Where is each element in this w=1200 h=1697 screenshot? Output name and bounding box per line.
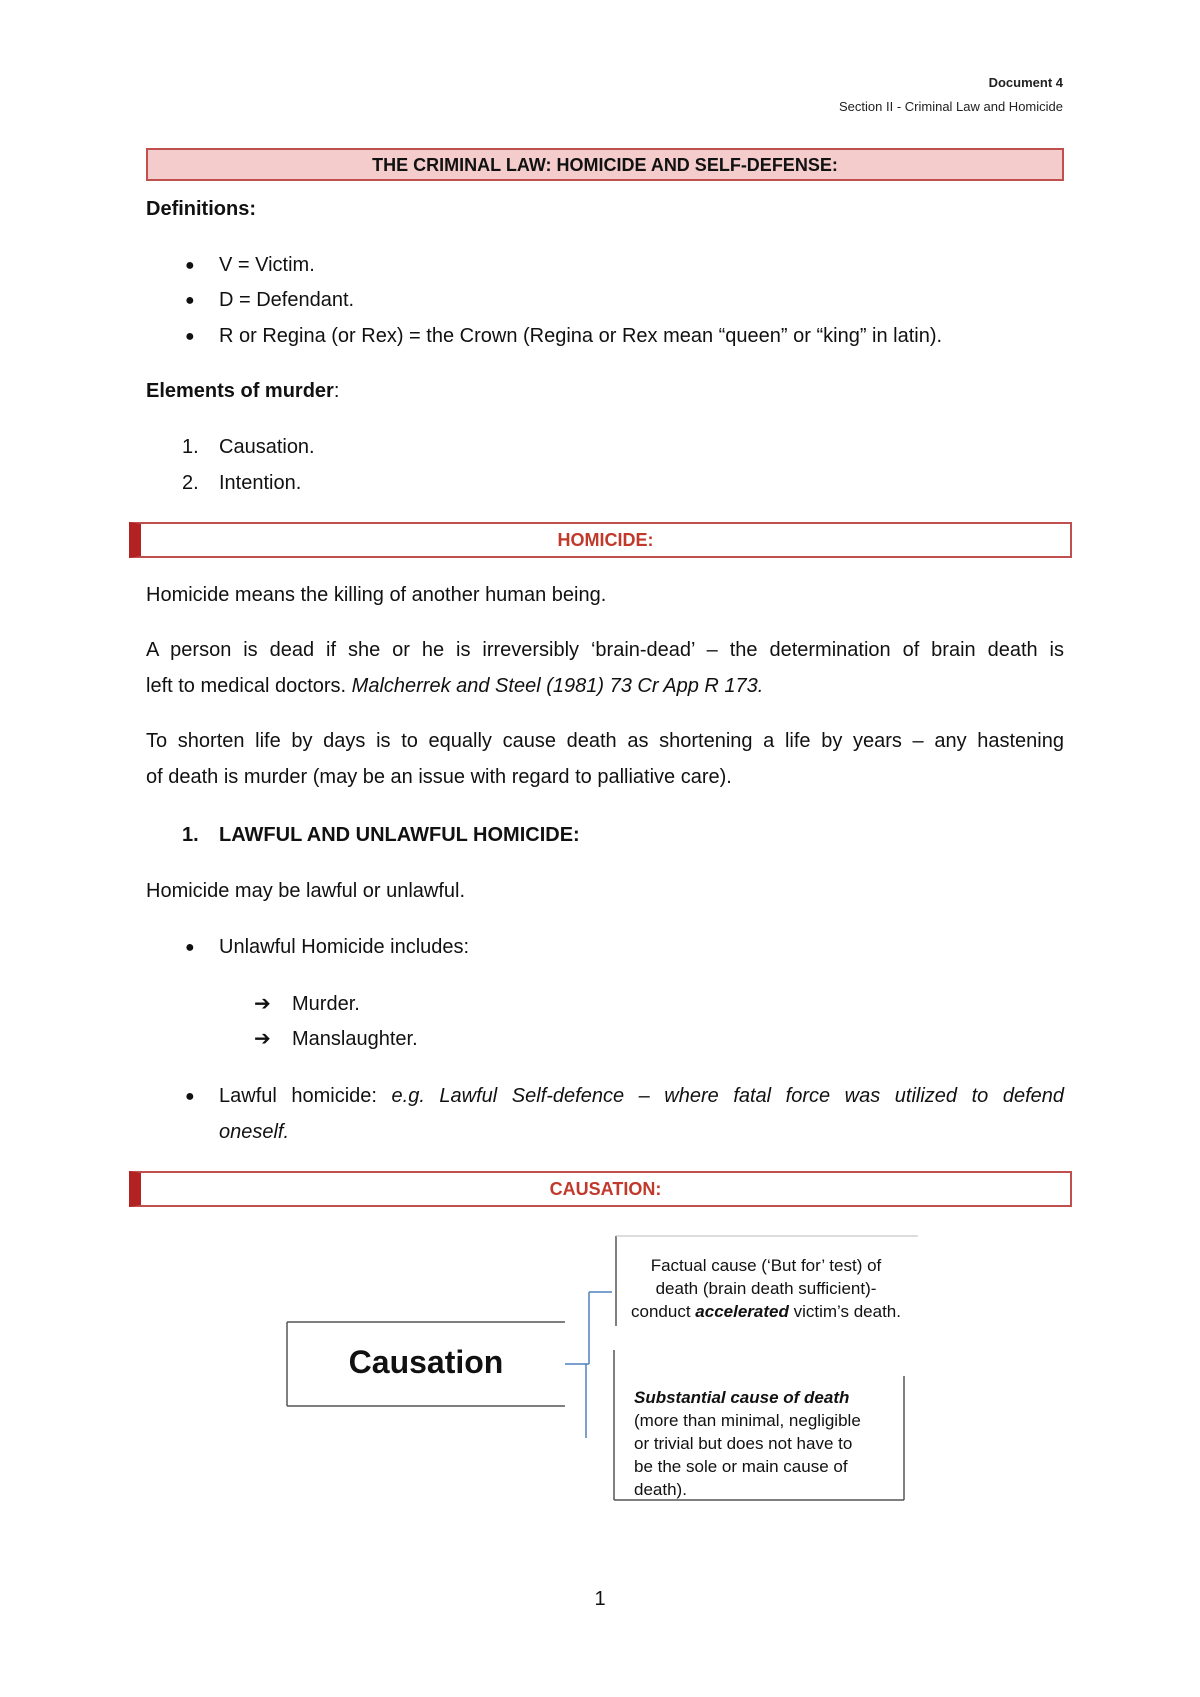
factual-cause-node <box>616 1254 916 1323</box>
elements-heading-colon: : <box>333 380 340 402</box>
lawful-unlawful-statement: Homicide may be lawful or unlawful. <box>146 880 466 902</box>
homicide-definition: Homicide means the killing of another human being. <box>146 584 607 606</box>
lawful-homicide-example: e.g. Lawful Self-defence – where fatal force was utilized to defend <box>391 1085 1064 1107</box>
list-number: 2. <box>182 472 199 494</box>
bullet-icon: ● <box>185 257 195 274</box>
factual-emphasis: accelerated <box>695 1302 789 1321</box>
causation-heading: CAUSATION: <box>129 1171 1072 1207</box>
substantial-cause-title: Substantial cause of death <box>634 1388 850 1407</box>
lawful-homicide-label: Lawful homicide: <box>219 1085 392 1107</box>
lawful-unlawful-subheading: LAWFUL AND UNLAWFUL HOMICIDE: <box>219 824 580 846</box>
document-label: Document 4 <box>988 75 1063 90</box>
factual-cause-line: Factual cause (‘But for’ test) of <box>650 1256 882 1275</box>
unlawful-item: Manslaughter. <box>292 1028 418 1050</box>
substantial-cause-line: death). <box>634 1480 687 1499</box>
definition-item: V = Victim. <box>219 254 315 276</box>
brain-death-paragraph-line1: A person is dead if she or he is irreversibly ‘brain-dead’ – the determination of brain death is <box>146 639 1064 661</box>
substantial-cause-line: (more than minimal, negligible <box>634 1411 861 1430</box>
page-number: 1 <box>594 1588 606 1610</box>
substantial-cause-node <box>634 1386 904 1501</box>
shorten-life-paragraph-line1: To shorten life by days is to equally cause death as shortening a life by years – any hastening <box>146 730 1064 752</box>
definitions-heading: Definitions: <box>146 198 256 220</box>
bullet-icon: ● <box>185 328 195 345</box>
substantial-cause-line: or trivial but does not have to <box>634 1434 853 1453</box>
bullet-icon: ● <box>185 292 195 309</box>
brain-death-text: left to medical doctors. <box>146 675 352 697</box>
unlawful-item: Murder. <box>292 993 360 1015</box>
factual-text: conduct <box>631 1302 696 1321</box>
arrow-right-icon: ➔ <box>254 993 271 1015</box>
definition-item: R or Regina (or Rex) = the Crown (Regina or Rex mean “queen” or “king” in latin). <box>219 325 943 347</box>
homicide-heading: HOMICIDE: <box>129 522 1072 558</box>
definition-item: D = Defendant. <box>219 289 355 311</box>
bullet-icon: ● <box>185 1088 195 1105</box>
factual-cause-line: death (brain death sufficient)- <box>655 1279 877 1298</box>
page-title: THE CRIMINAL LAW: HOMICIDE AND SELF-DEFENSE: <box>146 148 1064 181</box>
factual-cause-line <box>616 1300 916 1323</box>
element-item: Causation. <box>219 436 315 458</box>
subheading-number: 1. <box>182 824 199 846</box>
unlawful-homicide-label: Unlawful Homicide includes: <box>219 936 470 958</box>
elements-heading-text: Elements of murder <box>146 380 334 402</box>
bullet-icon: ● <box>185 939 195 956</box>
substantial-cause-line: be the sole or main cause of <box>634 1457 848 1476</box>
arrow-right-icon: ➔ <box>254 1028 271 1050</box>
section-label: Section II - Criminal Law and Homicide <box>839 99 1063 114</box>
list-number: 1. <box>182 436 199 458</box>
case-citation: Malcherrek and Steel (1981) 73 Cr App R 173. <box>351 675 764 697</box>
causation-node-label: Causation <box>348 1344 504 1380</box>
element-item: Intention. <box>219 472 302 494</box>
factual-text: victim’s death. <box>788 1302 901 1321</box>
shorten-life-paragraph-line2: of death is murder (may be an issue with regard to palliative care). <box>146 766 732 788</box>
lawful-homicide-example-end: oneself. <box>219 1121 290 1143</box>
